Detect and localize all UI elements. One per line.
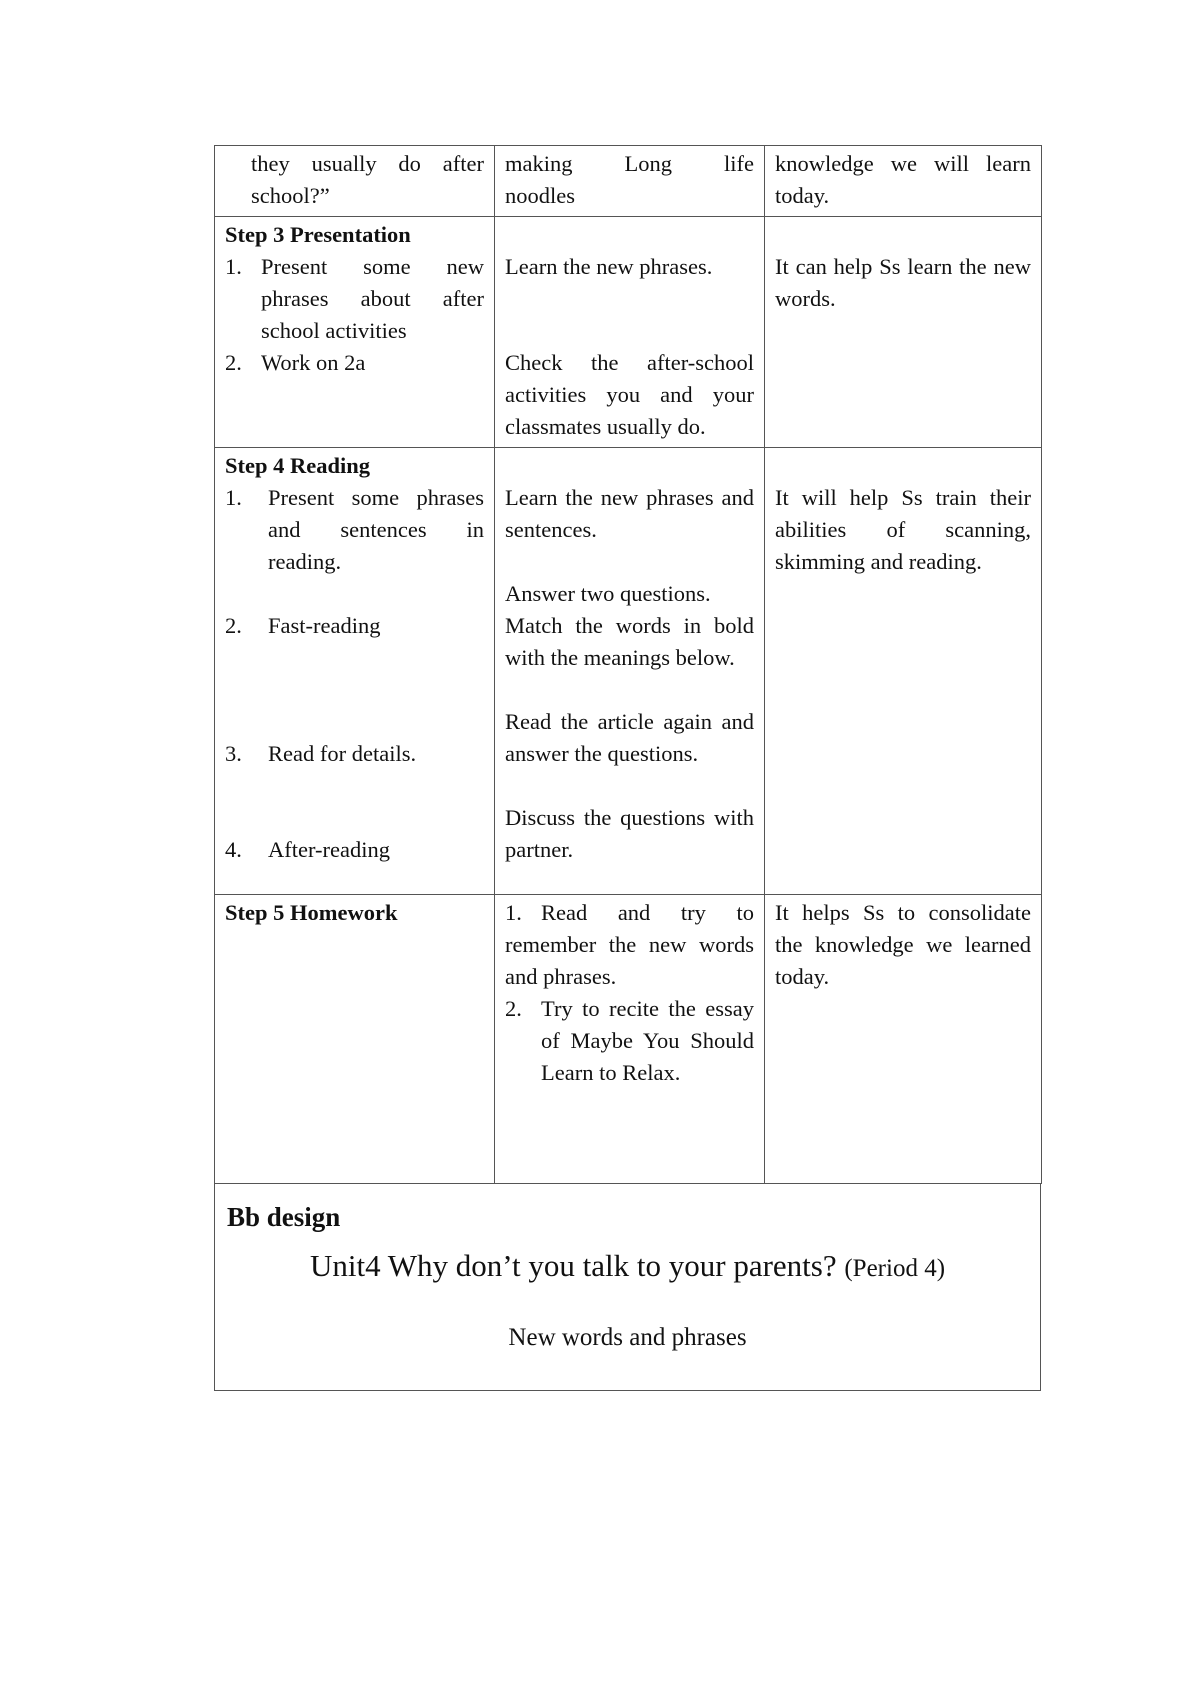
list-item bbox=[225, 610, 484, 738]
item-number: 1. bbox=[225, 254, 242, 279]
blackboard-design bbox=[214, 1184, 1041, 1391]
item-text: Fast-reading bbox=[268, 613, 381, 638]
item-number: 2. bbox=[225, 350, 242, 375]
procedure-cell bbox=[215, 146, 495, 217]
text-line: knowledge we will learn bbox=[775, 151, 1031, 176]
step-list bbox=[225, 482, 484, 866]
purpose-cell bbox=[765, 217, 1042, 448]
list-item bbox=[225, 834, 484, 866]
item-number: 4. bbox=[225, 837, 242, 862]
purpose-cell bbox=[765, 895, 1042, 1184]
activity-cell bbox=[495, 448, 765, 895]
item-number: 1. bbox=[505, 900, 522, 925]
item-number: 1. bbox=[225, 485, 242, 510]
text-line: noodles bbox=[505, 183, 575, 208]
purpose-cell bbox=[765, 448, 1042, 895]
list-item bbox=[505, 993, 754, 1089]
text-line: they usually do after bbox=[251, 151, 484, 176]
bb-unit-heading bbox=[215, 1248, 1040, 1284]
purpose-text: It can help Ss learn the new words. bbox=[775, 254, 1031, 311]
activity-cell bbox=[495, 146, 765, 217]
text-line: making Long life bbox=[505, 151, 754, 176]
purpose-text: It will help Ss train their abilities of scanning, skimming and reading. bbox=[775, 485, 1031, 574]
bb-words-heading: New words and phrases bbox=[508, 1324, 747, 1351]
item-number: 2. bbox=[505, 996, 522, 1021]
text-line: school?” bbox=[251, 183, 330, 208]
bb-design-title: Bb design bbox=[227, 1202, 341, 1232]
list-item bbox=[225, 251, 484, 347]
activity-text: Discuss the questions with partner. bbox=[505, 805, 754, 862]
homework-list bbox=[505, 897, 754, 1089]
procedure-cell bbox=[215, 895, 495, 1184]
activity-text: Match the words in bold with the meanings below. bbox=[505, 613, 754, 670]
unit-title: Unit4 Why don’t you talk to your parents? bbox=[309, 1248, 837, 1283]
list-item bbox=[505, 897, 754, 993]
activity-text: Read the article again and answer the questions. bbox=[505, 709, 754, 766]
procedure-cell bbox=[215, 448, 495, 895]
item-number: 2. bbox=[225, 613, 242, 638]
item-text: Present some phrases and sentences in reading. bbox=[268, 485, 484, 574]
step-title: Step 4 Reading bbox=[225, 453, 371, 478]
activity-text: Learn the new phrases. bbox=[505, 254, 713, 279]
step-title: Step 5 Homework bbox=[225, 900, 398, 925]
item-text: Read and try to remember the new words and phrases. bbox=[505, 900, 754, 989]
list-item bbox=[225, 738, 484, 834]
list-item bbox=[225, 347, 484, 379]
table-row bbox=[215, 448, 1042, 895]
item-text: Try to recite the essay of Maybe You Should Learn to Relax. bbox=[541, 996, 754, 1085]
activity-text: Check the after-school activities you and your classmates usually do. bbox=[505, 350, 754, 439]
activity-cell bbox=[495, 217, 765, 448]
item-text: After-reading bbox=[268, 837, 390, 862]
table-row bbox=[215, 895, 1042, 1184]
step-title: Step 3 Presentation bbox=[225, 222, 411, 247]
item-text: Present some new phrases about after school activities bbox=[261, 254, 484, 343]
lesson-plan-table bbox=[214, 145, 1042, 1184]
item-text: Read for details. bbox=[268, 741, 417, 766]
procedure-cell bbox=[215, 217, 495, 448]
purpose-text: It helps Ss to consolidate the knowledge we learned today. bbox=[775, 900, 1031, 989]
table-row bbox=[215, 217, 1042, 448]
activity-text: Learn the new phrases and sentences. bbox=[505, 485, 754, 542]
activity-text: Answer two questions. bbox=[505, 581, 711, 606]
activity-cell bbox=[495, 895, 765, 1184]
list-item bbox=[225, 482, 484, 610]
text-line: today. bbox=[775, 183, 830, 208]
item-text: Work on 2a bbox=[261, 350, 366, 375]
item-number: 3. bbox=[225, 741, 242, 766]
lesson-plan-sheet bbox=[214, 145, 1041, 1391]
period-label: (Period 4) bbox=[844, 1255, 946, 1282]
table-row bbox=[215, 146, 1042, 217]
purpose-cell bbox=[765, 146, 1042, 217]
step-list bbox=[225, 251, 484, 379]
